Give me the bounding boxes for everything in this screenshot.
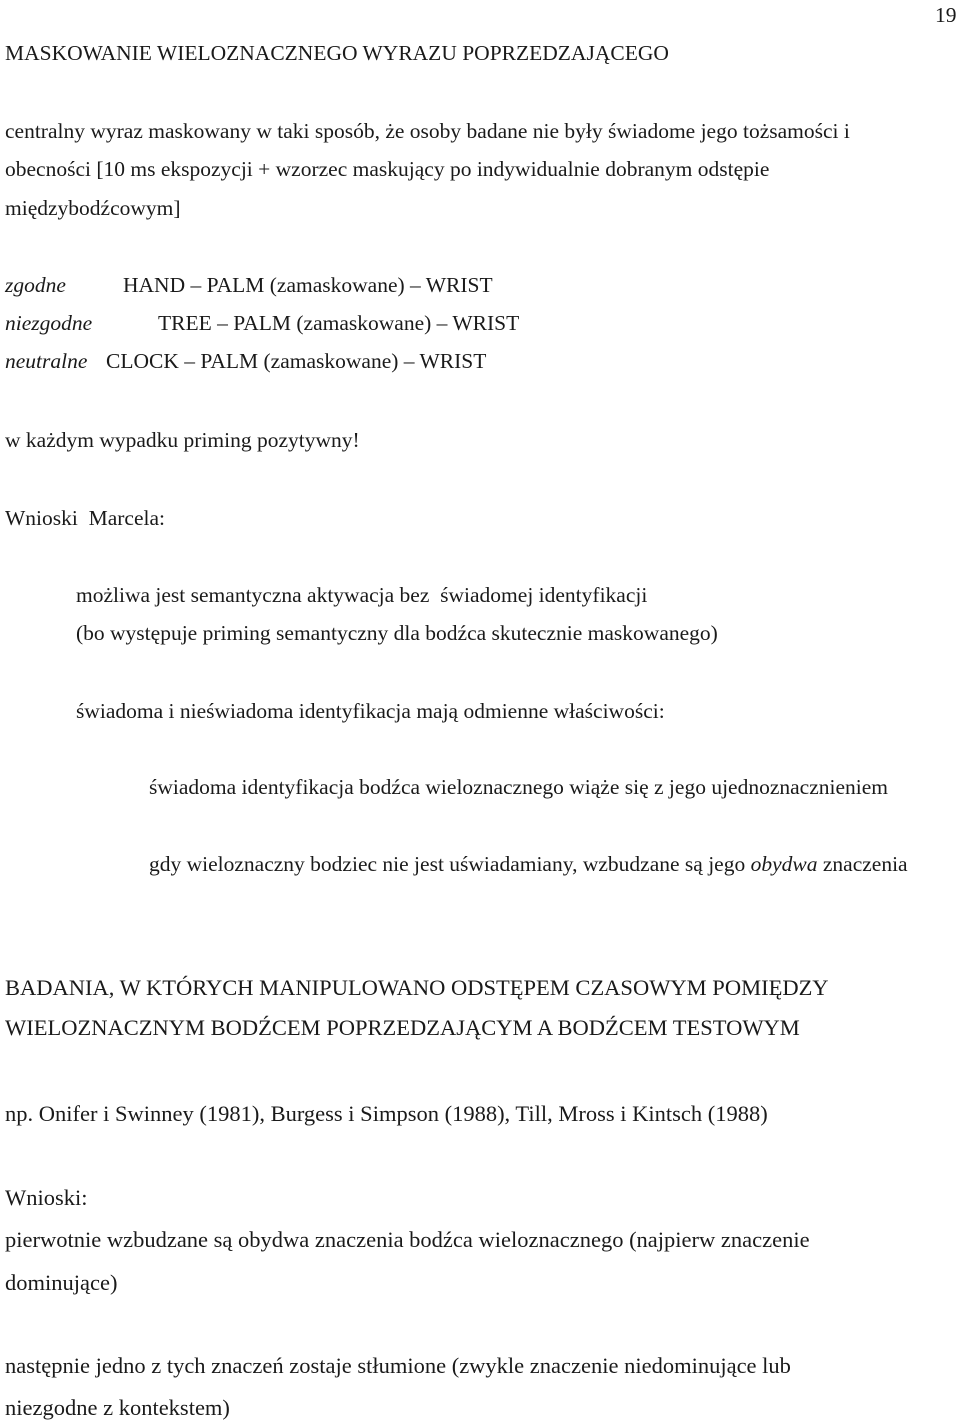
conclusion-2b-emphasis: obydwa [750,852,818,876]
conclusion-2: świadoma i nieświadoma identyfikacja mają odmienne właściwości: [76,699,665,723]
wnioski-p2-line-1: następnie jedno z tych znaczeń zostaje stłumione (zwykle znaczenie niedominujące lub [5,1353,791,1378]
priming-note: w każdym wypadku priming pozytywny! [5,428,360,452]
section-heading-2-line-2: WIELOZNACZNYM BODŹCEM POPRZEDZAJĄCYM A BODŹCEM TESTOWYM [5,1015,800,1040]
condition-label-neutralne: neutralne [5,349,88,373]
conclusion-2b-post: znaczenia [817,852,908,876]
condition-text-niezgodne: TREE – PALM (zamaskowane) – WRIST [158,311,520,335]
condition-label-zgodne: zgodne [5,273,66,297]
wnioski-heading: Wnioski: [5,1185,88,1210]
conclusion-2b [149,854,908,876]
conclusion-1-line-1: możliwa jest semantyczna aktywacja bez świadomej identyfikacji [76,583,648,607]
section-heading: MASKOWANIE WIELOZNACZNEGO WYRAZU POPRZEDZAJĄCEGO [5,41,669,65]
wnioski-p2-line-2: niezgodne z kontekstem) [5,1395,230,1420]
examples: np. Onifer i Swinney (1981), Burgess i Simpson (1988), Till, Mross i Kintsch (1988) [5,1101,768,1126]
wnioski-p1-line-2: dominujące) [5,1270,118,1295]
page-number: 19 [935,3,957,27]
wnioski-p1-line-1: pierwotnie wzbudzane są obydwa znaczenia bodźca wieloznacznego (najpierw znaczenie [5,1227,810,1252]
condition-text-neutralne: CLOCK – PALM (zamaskowane) – WRIST [106,349,487,373]
intro-line-2: obecności [10 ms ekspozycji + wzorzec maskujący po indywidualnie dobranym odstępie [5,157,770,181]
conclusions-heading: Wnioski Marcela: [5,506,166,530]
intro-line-3: międzybodźcowym] [5,196,181,220]
conclusion-1-line-2: (bo występuje priming semantyczny dla bodźca skutecznie maskowanego) [76,621,718,645]
conclusion-2a: świadoma identyfikacja bodźca wieloznacznego wiąże się z jego ujednoznacznieniem [149,775,889,799]
conclusion-2b-pre: gdy wieloznaczny bodziec nie jest uświadamiany, wzbudzane są jego [149,852,751,876]
section-heading-2-line-1: BADANIA, W KTÓRYCH MANIPULOWANO ODSTĘPEM CZASOWYM POMIĘDZY [5,975,829,1000]
condition-text-zgodne: HAND – PALM (zamaskowane) – WRIST [123,273,493,297]
intro-line-1: centralny wyraz maskowany w taki sposób, że osoby badane nie były świadome jego tożsamości i [5,119,850,143]
condition-label-niezgodne: niezgodne [5,311,93,335]
